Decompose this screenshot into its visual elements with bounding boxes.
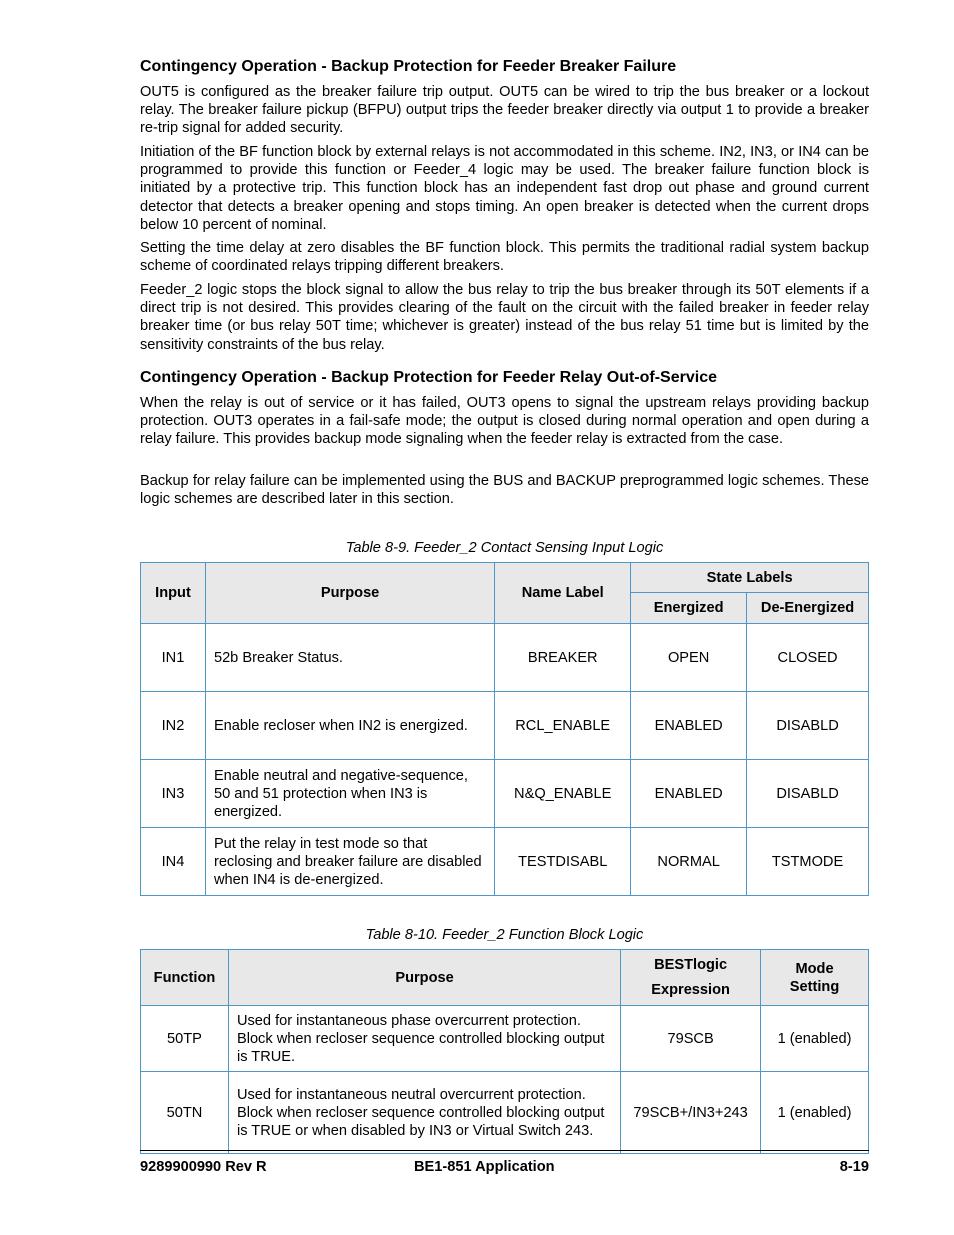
table-row <box>141 692 869 760</box>
table-caption: Table 8-9. Feeder_2 Contact Sensing Input Logic <box>345 540 664 556</box>
cell-de-energized: TSTMODE <box>747 828 869 896</box>
cell-purpose: Put the relay in test mode so that reclosing and breaker failure are disabled when IN4 is de-energized. <box>205 828 494 896</box>
contact-sensing-input-table <box>140 562 869 896</box>
cell-name-label: BREAKER <box>495 624 631 692</box>
paragraph: Initiation of the BF function block by external relays is not accommodated in this scheme. IN2, IN3, or IN4 can be programmed to provide this function or Feeder_4 logic may be used. The breaker failure function block is initiated by a protective trip. This function block has an independent fast drop out phase and ground current detector that detects a breaker opening and stops timing. An open breaker is detected when the current drops below 10 percent of nominal. <box>140 144 869 233</box>
table-caption: Table 8-10. Feeder_2 Function Block Logic <box>365 927 644 943</box>
header-state-labels: State Labels <box>631 563 869 593</box>
function-block-logic-table <box>140 949 869 1154</box>
header-mode-setting <box>761 950 869 1006</box>
footer-page-number: 8-19 <box>839 1159 869 1175</box>
cell-input: IN2 <box>141 692 206 760</box>
cell-function: 50TN <box>141 1072 229 1154</box>
table-row <box>141 1006 869 1072</box>
paragraph: Setting the time delay at zero disables the BF function block. This permits the traditional radial system backup scheme of coordinated relays tripping different breakers. <box>140 240 869 275</box>
cell-energized: ENABLED <box>631 760 747 828</box>
header-mode-line2: Setting <box>789 978 840 995</box>
paragraph: OUT5 is configured as the breaker failure trip output. OUT5 can be wired to trip the bus breaker or a lockout relay. The breaker failure pickup (BFPU) output trips the feeder breaker directly via output 1 to provide a breaker re-trip signal for added security. <box>140 84 869 137</box>
header-name-label: Name Label <box>495 563 631 624</box>
cell-de-energized: CLOSED <box>747 624 869 692</box>
cell-expression: 79SCB+/IN3+243 <box>621 1072 761 1154</box>
cell-purpose: Enable neutral and negative-sequence, 50 and 51 protection when IN3 is energized. <box>205 760 494 828</box>
cell-de-energized: DISABLD <box>747 760 869 828</box>
cell-purpose: 52b Breaker Status. <box>205 624 494 692</box>
paragraph: Feeder_2 logic stops the block signal to allow the bus relay to trip the bus breaker through its 50T elements if a direct trip is not desired. This provides clearing of the fault on the circuit with the failed breaker in feeder relay breaker time (or bus relay 50T time; whichever is greater) instead of the bus relay 51 time but is limited by the sensitivity constraints of the bus relay. <box>140 282 869 353</box>
paragraph: Backup for relay failure can be implemented using the BUS and BACKUP preprogrammed logic schemes. These logic schemes are described later in this section. <box>140 473 869 508</box>
page-footer <box>140 1150 869 1179</box>
footer-title: BE1-851 Application <box>414 1159 555 1175</box>
cell-input: IN3 <box>141 760 206 828</box>
header-purpose: Purpose <box>205 563 494 624</box>
header-de-energized: De-Energized <box>747 593 869 624</box>
cell-input: IN1 <box>141 624 206 692</box>
header-input: Input <box>141 563 206 624</box>
header-expr-line1: BESTlogic <box>654 956 728 973</box>
cell-energized: ENABLED <box>631 692 747 760</box>
cell-name-label: TESTDISABL <box>495 828 631 896</box>
paragraph: When the relay is out of service or it has failed, OUT3 opens to signal the upstream relays providing backup protection. OUT3 operates in a fail-safe mode; the output is closed during normal operation and open during a relay failure. This provides backup mode signaling when the feeder relay is extracted from the case. <box>140 395 869 448</box>
header-bestlogic-expression <box>621 950 761 1006</box>
cell-energized: NORMAL <box>631 828 747 896</box>
cell-mode: 1 (enabled) <box>761 1006 869 1072</box>
cell-input: IN4 <box>141 828 206 896</box>
header-mode-line1: Mode <box>795 960 834 977</box>
footer-doc-number: 9289900990 Rev R <box>140 1159 267 1175</box>
cell-function: 50TP <box>141 1006 229 1072</box>
header-expr-line2: Expression <box>651 981 730 998</box>
header-purpose: Purpose <box>228 950 620 1006</box>
cell-energized: OPEN <box>631 624 747 692</box>
table-row <box>141 760 869 828</box>
table-row <box>141 1072 869 1154</box>
cell-name-label: RCL_ENABLE <box>495 692 631 760</box>
cell-mode: 1 (enabled) <box>761 1072 869 1154</box>
cell-purpose: Enable recloser when IN2 is energized. <box>205 692 494 760</box>
cell-expression: 79SCB <box>621 1006 761 1072</box>
header-function: Function <box>141 950 229 1006</box>
cell-purpose: Used for instantaneous neutral overcurrent protection. Block when recloser sequence controlled blocking output is TRUE or when disabled by IN3 or Virtual Switch 243. <box>228 1072 620 1154</box>
cell-purpose: Used for instantaneous phase overcurrent protection. Block when recloser sequence controlled blocking output is TRUE. <box>228 1006 620 1072</box>
cell-de-energized: DISABLD <box>747 692 869 760</box>
table-row <box>141 624 869 692</box>
header-energized: Energized <box>631 593 747 624</box>
cell-name-label: N&Q_ENABLE <box>495 760 631 828</box>
table-row <box>141 828 869 896</box>
section-heading-relay-out-of-service: Contingency Operation - Backup Protection for Feeder Relay Out-of-Service <box>140 369 717 386</box>
section-heading-breaker-failure: Contingency Operation - Backup Protection for Feeder Breaker Failure <box>140 58 677 75</box>
